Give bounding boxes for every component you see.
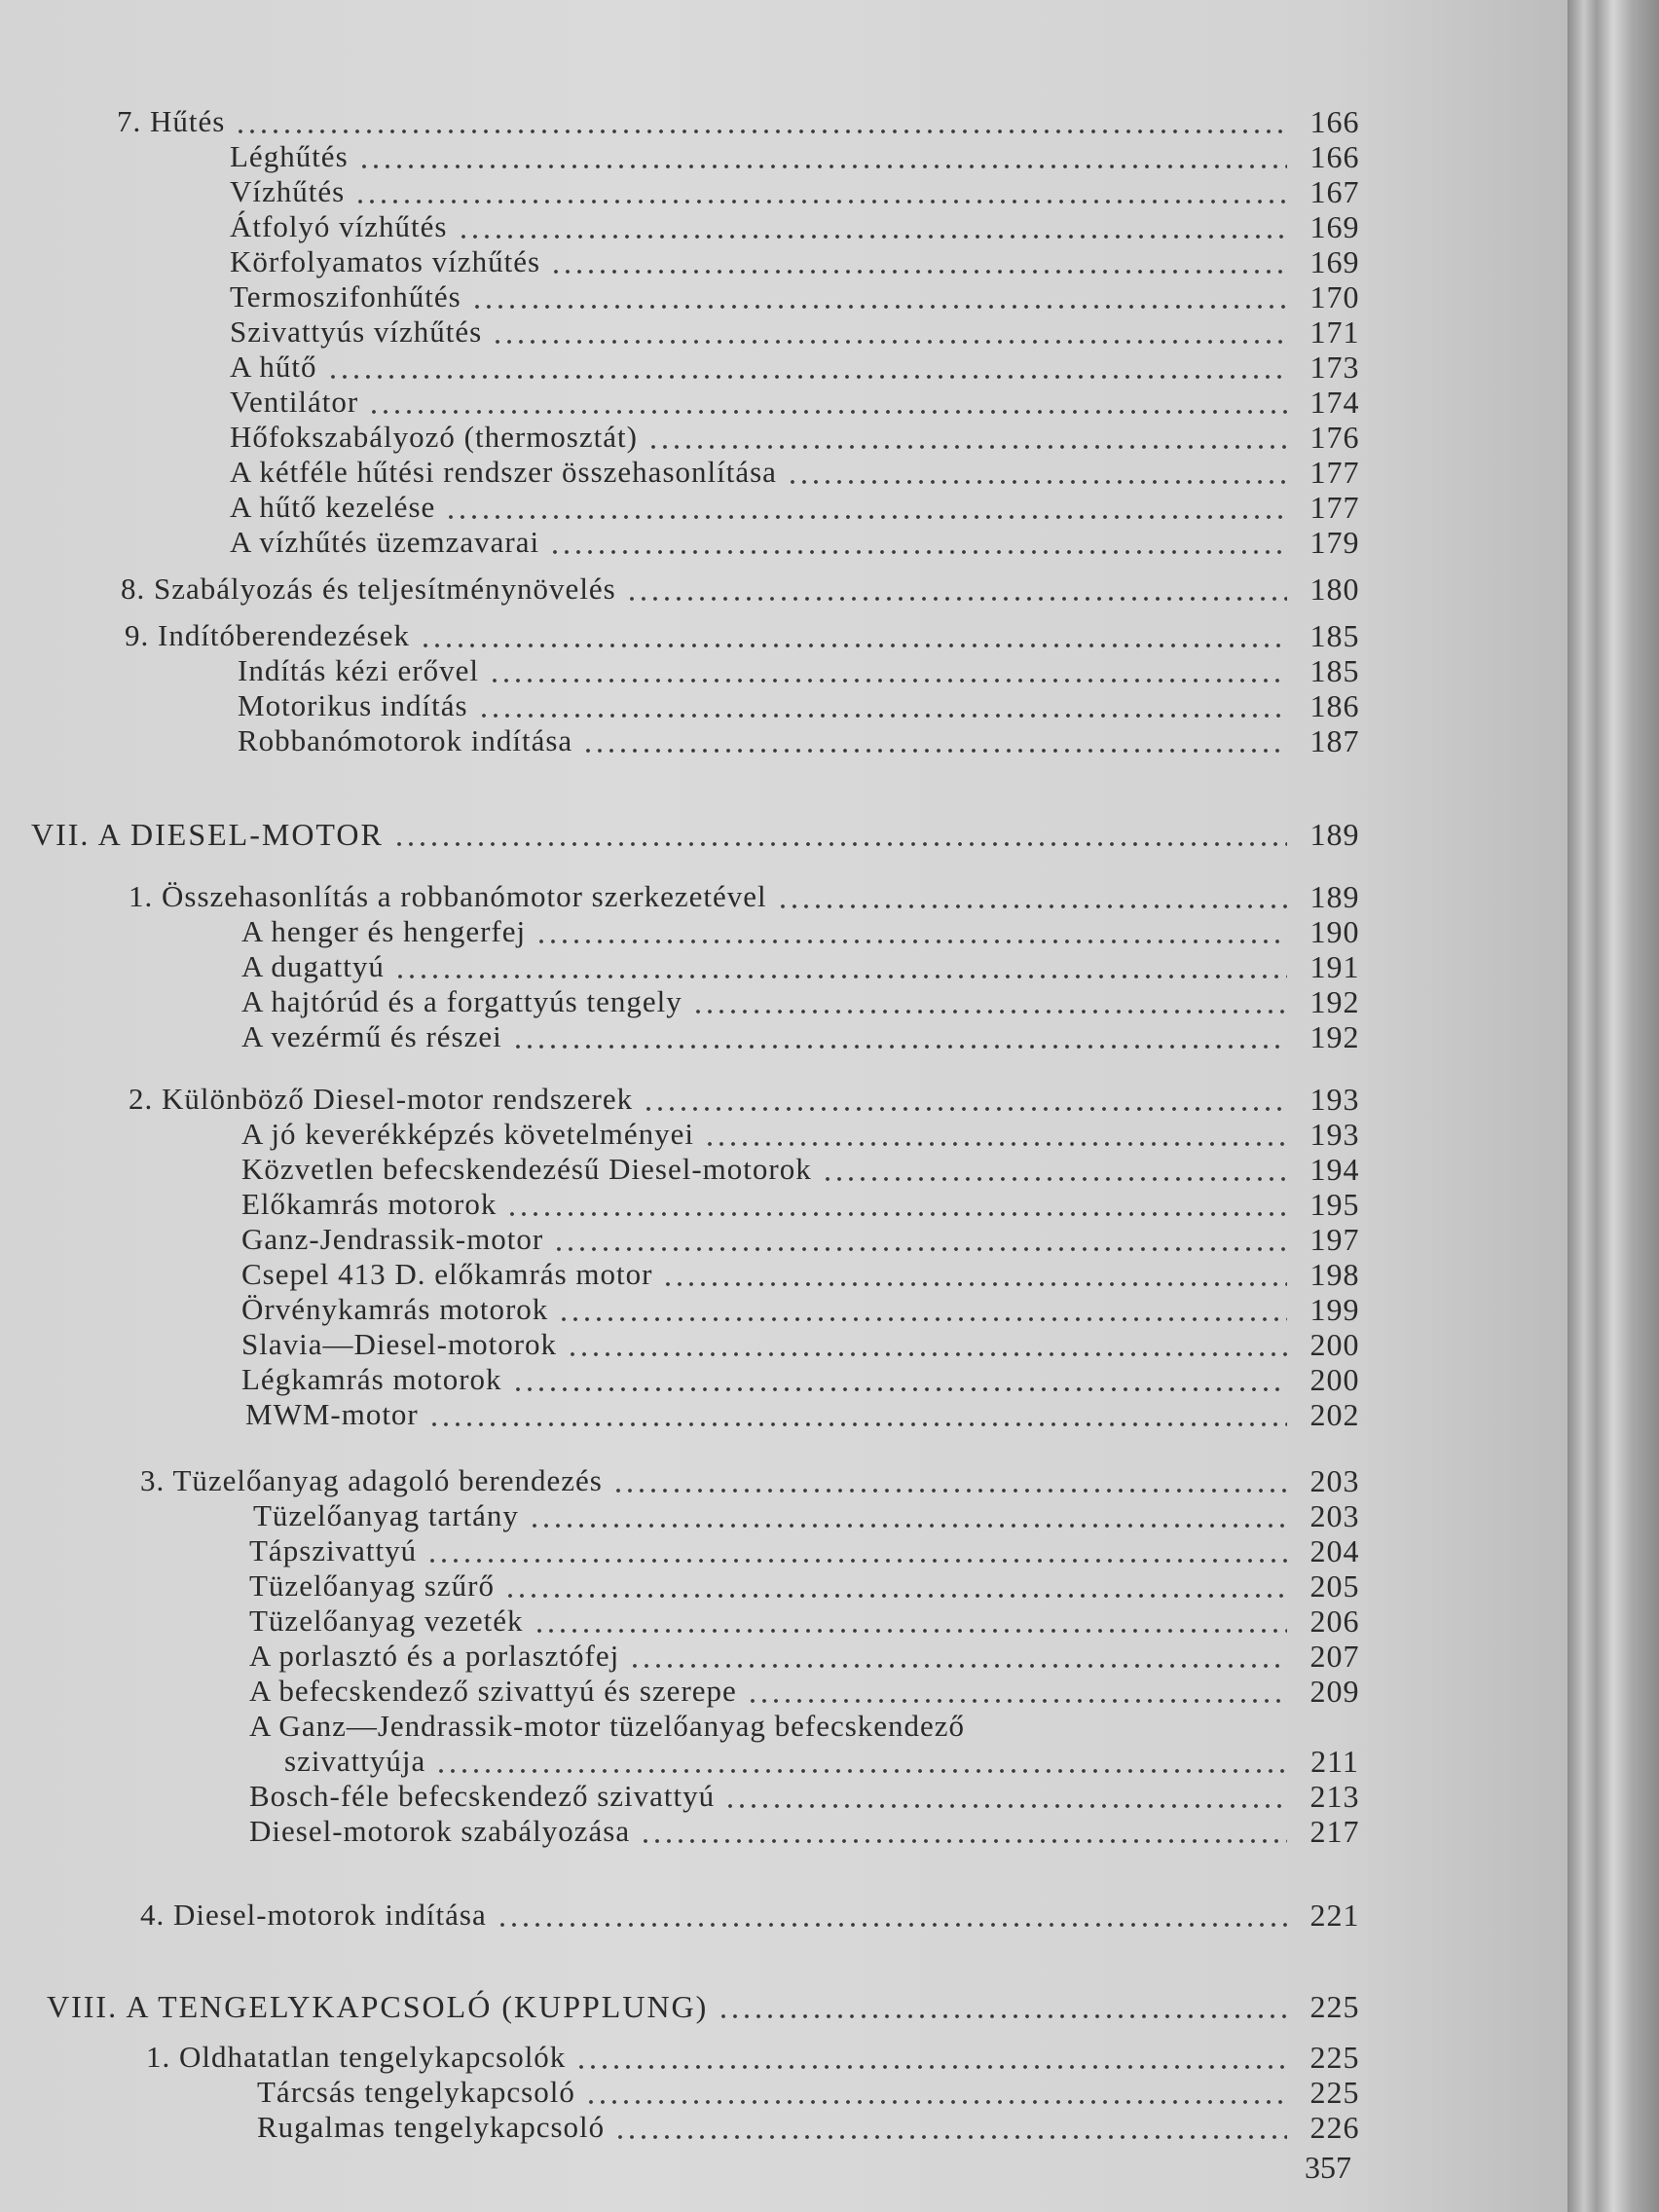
toc-page-number: 197 [1309,1222,1360,1257]
toc-entry [230,382,1373,421]
toc-entry [249,1566,1373,1604]
toc-page-number: 213 [1309,1779,1360,1814]
toc-label: Ganz-Jendrassik-motor [241,1222,544,1256]
toc-entry [253,1495,1373,1534]
toc-page-number: 185 [1309,653,1360,688]
toc-entry [249,1706,1373,1745]
toc-page-number: 200 [1309,1362,1360,1397]
dot-leader [235,129,1287,134]
toc-entry [241,911,1373,950]
toc-page-number: 221 [1309,1898,1360,1933]
toc-page-number: 177 [1309,490,1360,525]
toc-label: Tárcsás tengelykapcsoló [257,2075,575,2109]
toc-label: Indítás kézi erővel [238,653,479,687]
toc-page-number: 190 [1309,914,1360,949]
dot-leader [643,1106,1287,1112]
toc-label: 1. Oldhatatlan tengelykapcsolók [146,2040,567,2074]
toc-page-number: 202 [1309,1397,1360,1432]
toc-label: Léghűtés [230,139,349,173]
dot-leader [393,841,1287,847]
toc-entry [257,2072,1373,2111]
toc-label: A jó keverékképzés követelményei [241,1117,694,1151]
dot-leader [822,1176,1287,1182]
toc-page-number: 193 [1309,1117,1360,1152]
toc-entry [241,1219,1373,1258]
toc-entry-chapter [129,876,1373,915]
toc-label: Diesel-motorok szabályozása [249,1814,631,1848]
toc-entry [230,312,1373,350]
toc-label: A kétféle hűtési rendszer összehasonlítása [230,455,777,489]
toc-label: A befecskendező szivattyú és szerepe [249,1674,737,1708]
dot-leader [358,164,1287,169]
dot-leader [394,974,1287,979]
toc-label: Robbanómotorok indítása [238,723,573,757]
toc-entry [249,1811,1373,1850]
toc-page-number: 192 [1309,1019,1360,1054]
toc-entry [241,1184,1373,1223]
dot-leader [626,596,1287,602]
toc-label: A hűtő [230,350,317,384]
dot-leader [435,1768,1287,1774]
toc-entry [241,1114,1373,1153]
toc-page-number: 189 [1309,817,1360,852]
toc-entry [230,136,1373,175]
toc-entry [241,1289,1373,1328]
toc-label: A henger és hengerfej [241,914,527,948]
toc-entry-chapter [140,1460,1373,1499]
toc-page-number: 177 [1309,455,1360,490]
toc-entry-chapter [125,615,1373,654]
dot-leader [471,304,1287,310]
dot-leader [747,1698,1287,1704]
toc-entry [241,1359,1373,1398]
dot-leader [497,1922,1287,1928]
toc-label: VIII. A TENGELYKAPCSOLÓ (KUPPLUNG) [47,1989,709,2024]
toc-entry [241,1254,1373,1293]
toc-page-number: 185 [1309,618,1360,653]
dot-leader [549,549,1287,555]
toc-page-number: 203 [1309,1498,1360,1533]
toc-label: A hajtórúd és a forgattyús tengely [241,984,682,1018]
dot-leader [629,1663,1287,1669]
toc-page-number: 179 [1309,525,1360,560]
toc-entry-part [31,814,1373,853]
toc-label: szivattyúja [284,1744,426,1778]
toc-entry [284,1741,1373,1780]
dot-leader [553,1246,1287,1252]
toc-page-number: 176 [1309,420,1360,455]
page-number: 357 [1305,2150,1351,2185]
toc-page-number: 200 [1309,1327,1360,1362]
toc-page-number: 166 [1309,104,1360,139]
toc-page-number: 207 [1309,1639,1360,1674]
toc-entry [230,241,1373,280]
toc-label: Tüzelőanyag szűrő [249,1568,495,1603]
dot-leader [724,1803,1287,1809]
toc-label: Légkamrás motorok [241,1362,502,1396]
toc-page-number: 171 [1309,314,1360,350]
toc-entry [249,1776,1373,1815]
toc-entry [230,347,1373,386]
toc-entry-chapter [140,1895,1373,1934]
dot-leader [692,1009,1287,1014]
toc-entry [238,650,1373,689]
toc-entry [241,1016,1373,1055]
dot-leader [647,444,1287,450]
toc-label: Vízhűtés [230,174,346,208]
toc-page-number: 173 [1309,350,1360,385]
toc-label: Rugalmas tengelykapcsoló [257,2110,606,2144]
toc-entry [257,2107,1373,2146]
toc-label: A Ganz—Jendrassik-motor tüzelőanyag befecskendező [249,1709,966,1743]
toc-entry [230,206,1373,245]
dot-leader [535,939,1287,944]
dot-leader [718,2013,1287,2019]
dot-leader [567,1351,1287,1357]
toc-entry [241,981,1373,1020]
toc-page-number: 192 [1309,984,1360,1019]
toc-label: Bosch-féle befecskendező szivattyú [249,1779,716,1813]
dot-leader [662,1281,1287,1287]
toc-page-number: 167 [1309,174,1360,209]
toc-page-number: 199 [1309,1292,1360,1327]
toc-entry [241,1149,1373,1188]
dot-leader [492,339,1287,345]
toc-entry-chapter [146,2037,1373,2076]
toc-page-number: 225 [1309,1989,1360,2024]
toc-page-number: 187 [1309,723,1360,758]
toc-page-number: 189 [1309,879,1360,914]
toc-entry-chapter [121,569,1373,608]
toc-entry [230,171,1373,210]
toc-label: Körfolyamatos vízhűtés [230,244,541,278]
toc-entry [249,1530,1373,1569]
toc-page-number: 204 [1309,1533,1360,1568]
toc-page-number: 186 [1309,688,1360,723]
toc-entry [249,1636,1373,1675]
toc-page-number: 217 [1309,1814,1360,1849]
toc-page-number: 170 [1309,279,1360,314]
toc-label: Termoszifonhűtés [230,279,461,313]
toc-label: Ventilátor [230,385,359,419]
toc-entry [249,1601,1373,1640]
toc-page-number: 169 [1309,244,1360,279]
toc-label: Hőfokszabályozó (thermosztát) [230,420,638,454]
toc-page-number: 226 [1309,2110,1360,2145]
toc-entry [230,522,1373,561]
toc-page-number: 180 [1309,571,1360,607]
dot-leader [585,2099,1287,2105]
dot-leader [506,1211,1287,1217]
toc-label: A vízhűtés üzemzavarai [230,525,540,559]
toc-label: 4. Diesel-motorok indítása [140,1898,487,1932]
dot-leader [534,1628,1288,1634]
dot-leader [428,1421,1287,1427]
dot-leader [512,1386,1287,1392]
toc-label: Közvetlen befecskendezésű Diesel-motorok [241,1152,812,1186]
dot-leader [777,903,1287,909]
toc-page-number: 195 [1309,1187,1360,1222]
toc-entry [249,1671,1373,1710]
toc-label: 7. Hűtés [117,104,226,138]
toc-label: Csepel 413 D. előkamrás motor [241,1257,653,1291]
toc-page-number: 193 [1309,1082,1360,1117]
dot-leader [354,199,1287,204]
toc-label: Szivattyús vízhűtés [230,314,483,349]
dot-leader [420,643,1287,648]
toc-entry [241,946,1373,985]
dot-leader [368,409,1287,415]
toc-label: A hűtő kezelése [230,490,436,524]
dot-leader [614,2134,1287,2140]
toc-entry [230,452,1373,491]
toc-page-number: 169 [1309,209,1360,244]
toc-page-number: 209 [1309,1674,1360,1709]
toc-label: Motorikus indítás [238,688,468,722]
toc-label: 3. Tüzelőanyag adagoló berendezés [140,1463,603,1497]
dot-leader [489,678,1287,683]
toc-page-number: 225 [1309,2040,1360,2075]
toc-label: 1. Összehasonlítás a robbanómotor szerkezetével [129,879,767,913]
toc-label: A porlasztó és a porlasztófej [249,1639,620,1673]
toc-label: Slavia—Diesel-motorok [241,1327,558,1361]
toc-label: Tüzelőanyag tartány [253,1498,519,1532]
toc-label: Tápszivattyú [249,1533,418,1567]
toc-page-number: 198 [1309,1257,1360,1292]
toc-label: A dugattyú [241,949,385,983]
toc-page-number: 211 [1310,1744,1359,1779]
dot-leader [704,1141,1287,1147]
toc-label: 8. Szabályozás és teljesítménynövelés [121,571,616,606]
dot-leader [327,374,1287,380]
toc-page-number: 206 [1309,1604,1360,1639]
toc-entry [230,487,1373,526]
dot-leader [426,1558,1287,1564]
dot-leader [458,234,1288,240]
toc-page-number: 166 [1309,139,1360,174]
toc-label: 2. Különböző Diesel-motor rendszerek [129,1082,634,1116]
toc-label: Tüzelőanyag vezeték [249,1604,524,1638]
dot-leader [445,514,1287,520]
toc-entry-part [47,1986,1373,2025]
toc-page-number: 205 [1309,1568,1360,1604]
dot-leader [787,479,1287,485]
toc-entry [230,417,1373,456]
toc-label: VII. A DIESEL-MOTOR [31,817,384,852]
book-page-edge [1567,0,1659,2212]
toc-entry-chapter [129,1079,1373,1118]
dot-leader [504,1593,1287,1599]
toc-label: Előkamrás motorok [241,1187,498,1221]
toc-entry [230,276,1373,315]
toc-label: Átfolyó vízhűtés [230,209,448,243]
toc-label: Örvénykamrás motorok [241,1292,549,1326]
toc-entry [238,685,1373,724]
dot-leader [640,1838,1287,1844]
toc-page-number: 174 [1309,385,1360,420]
toc-entry [245,1394,1373,1433]
toc-page-number: 194 [1309,1152,1360,1187]
dot-leader [582,748,1287,754]
dot-leader [529,1523,1287,1529]
toc-label: 9. Indítóberendezések [125,618,410,652]
toc-entry-chapter [117,101,1373,140]
toc-label: A vezérmű és részei [241,1019,502,1053]
dot-leader [478,713,1287,719]
toc-entry [241,1324,1373,1363]
toc-page-number: 203 [1309,1463,1360,1498]
dot-leader [575,2064,1287,2070]
toc-entry [238,720,1373,759]
toc-label: MWM-motor [245,1397,419,1431]
dot-leader [512,1044,1287,1050]
toc-page-number: 191 [1309,949,1360,984]
dot-leader [558,1316,1287,1322]
dot-leader [550,269,1287,275]
dot-leader [612,1488,1287,1493]
toc-page-number: 225 [1309,2075,1360,2110]
